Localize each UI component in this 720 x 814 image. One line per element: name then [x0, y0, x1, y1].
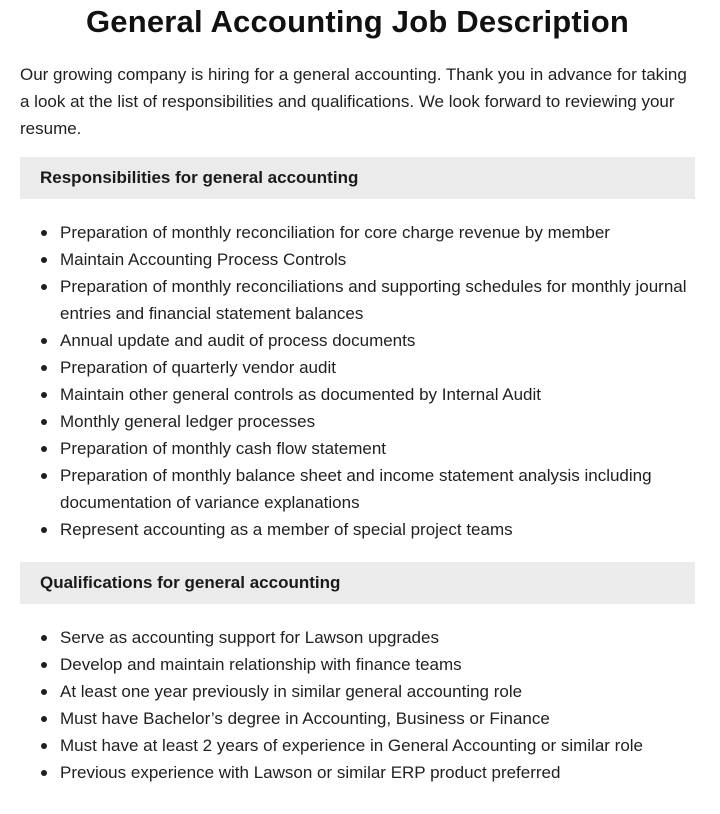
responsibilities-list: [20, 219, 695, 543]
list-item: Preparation of monthly reconciliations and supporting schedules for monthly journal entries and financial statement balances: [20, 273, 695, 327]
responsibilities-heading: Responsibilities for general accounting: [20, 157, 695, 199]
qualifications-heading: Qualifications for general accounting: [20, 562, 695, 604]
qualifications-list: [20, 624, 695, 786]
list-item: Must have Bachelor’s degree in Accounting, Business or Finance: [20, 705, 695, 732]
list-item: Preparation of monthly cash flow statement: [20, 435, 695, 462]
list-item: Maintain other general controls as documented by Internal Audit: [20, 381, 695, 408]
list-item: Annual update and audit of process documents: [20, 327, 695, 354]
list-item: Maintain Accounting Process Controls: [20, 246, 695, 273]
list-item: Preparation of monthly balance sheet and income statement analysis including documentation of variance explanations: [20, 462, 695, 516]
list-item: Develop and maintain relationship with finance teams: [20, 651, 695, 678]
list-item: Preparation of quarterly vendor audit: [20, 354, 695, 381]
page-title: General Accounting Job Description: [85, 4, 630, 39]
list-item: Must have at least 2 years of experience in General Accounting or similar role: [20, 732, 695, 759]
job-description-page: [20, 0, 695, 786]
list-item: Serve as accounting support for Lawson upgrades: [20, 624, 695, 651]
list-item: Monthly general ledger processes: [20, 408, 695, 435]
list-item: Represent accounting as a member of special project teams: [20, 516, 695, 543]
intro-paragraph: Our growing company is hiring for a general accounting. Thank you in advance for taking a look at the list of responsibilities and qualifications. We look forward to reviewing your resume.: [20, 65, 687, 138]
list-item: Preparation of monthly reconciliation for core charge revenue by member: [20, 219, 695, 246]
list-item: At least one year previously in similar general accounting role: [20, 678, 695, 705]
list-item: Previous experience with Lawson or similar ERP product preferred: [20, 759, 695, 786]
